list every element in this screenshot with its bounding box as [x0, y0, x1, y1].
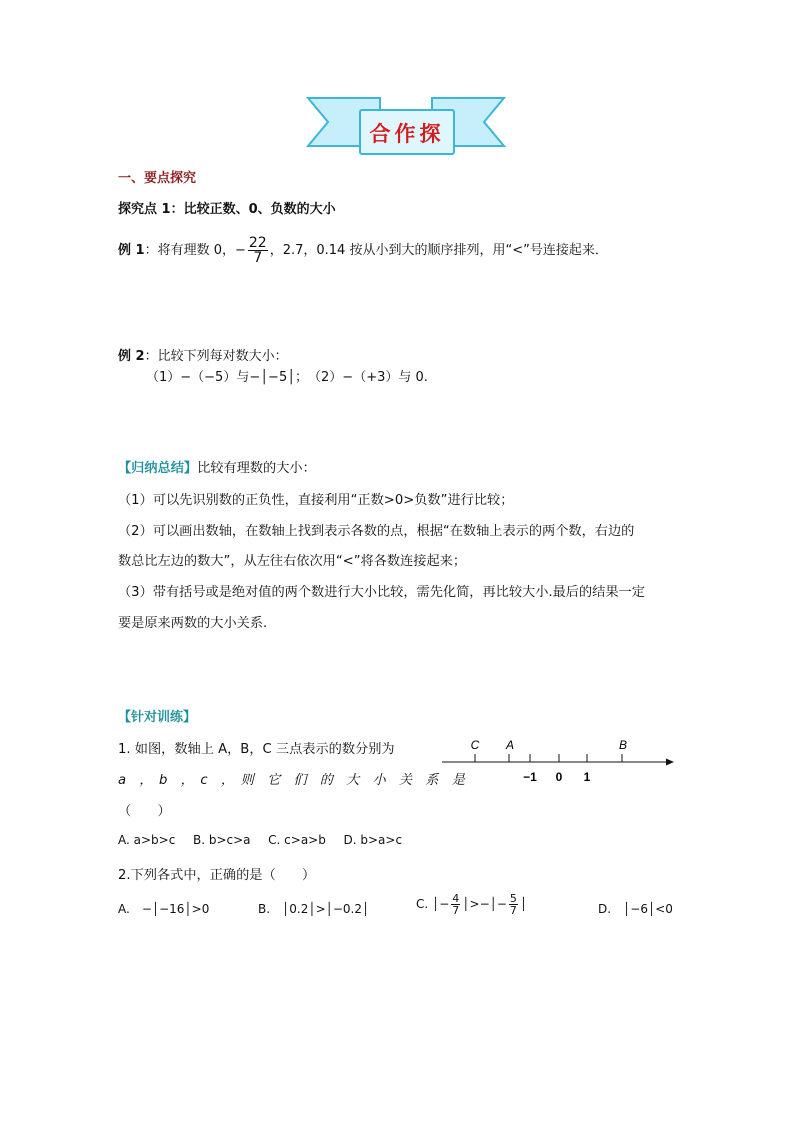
point-heading: 探究点 1：比较正数、0、负数的大小	[118, 202, 336, 217]
q2-option-a: A. −│−16│>0	[118, 902, 210, 916]
point-label-c: C	[470, 738, 480, 752]
number-line	[440, 736, 676, 786]
q1-options	[118, 833, 402, 847]
fraction-denominator: 7	[509, 904, 517, 917]
axis-arrow-icon	[666, 759, 674, 766]
q2-c-mid: │>−│−	[462, 897, 507, 911]
tick-label-minus-one: −1	[523, 770, 537, 784]
q1-option-d: D. b>a>c	[343, 833, 403, 847]
summary-p2-line1: （2）可以画出数轴，在数轴上找到表示各数的点，根据“在数轴上表示的两个数，右边的	[118, 524, 635, 539]
example-2-text: ：比较下列每对数大小：	[144, 349, 288, 364]
fraction-numerator: 4	[452, 892, 460, 905]
example-2	[118, 348, 288, 366]
q2-stem: 2.下列各式中，正确的是（ ）	[118, 868, 316, 883]
q2-option-b: B. │0.2│>│−0.2│	[258, 902, 370, 916]
example-2-sub: （1）−（−5）与−│−5│； （2）−（+3）与 0.	[146, 370, 428, 385]
summary-tag: 【归纳总结】	[118, 461, 198, 476]
section-heading: 一、要点探究	[118, 171, 197, 186]
q2-option-d: D. │−6│<0	[598, 902, 673, 916]
q1-option-c: C. c>a>b	[268, 833, 326, 847]
tick-label-one: 1	[583, 770, 591, 784]
q1-line3: （ ）	[118, 804, 171, 819]
example-1-text-after: ，2.7，0.14 按从小到大的顺序排列，用“<”号连接起来．	[269, 243, 608, 258]
q1-line1: 1. 如图，数轴上 A，B，C 三点表示的数分别为	[118, 742, 395, 757]
q2-c-post: │	[519, 897, 528, 911]
training-tag: 【针对训练】	[118, 710, 197, 725]
fraction-denominator: 7	[452, 904, 460, 917]
summary-p3-line1: （3）带有括号或是绝对值的两个数进行大小比较，需先化简，再比较大小.最后的结果一定	[118, 585, 645, 600]
summary-p3-line2: 要是原来两数的大小关系.	[118, 616, 268, 631]
example-2-label: 例 2	[118, 349, 145, 364]
fraction-denominator: 7	[253, 250, 263, 266]
q1-line2: a ， b ， c ， 则 它 们 的 大 小 关 系 是	[118, 773, 465, 788]
banner-title: 合作探	[369, 122, 445, 146]
fraction-5-7	[509, 893, 518, 916]
fraction-22-7	[248, 236, 268, 265]
tick-label-zero: 0	[555, 770, 563, 784]
point-label-a: A	[505, 738, 515, 752]
fraction-numerator: 22	[248, 235, 267, 251]
q2-c-pre: C. │−	[416, 897, 450, 911]
example-1-text-before: ：将有理数 0，−	[144, 243, 246, 258]
fraction-4-7	[451, 893, 460, 916]
example-1	[118, 236, 608, 265]
fraction-numerator: 5	[509, 892, 517, 905]
summary-p1: （1）可以先识别数的正负性，直接利用“正数>0>负数”进行比较；	[118, 493, 514, 508]
summary-title-line	[118, 457, 316, 476]
q2-option-c	[416, 893, 527, 916]
q1-option-b: B. b>c>a	[192, 833, 251, 847]
q1-option-a: A. a>b>c	[118, 833, 176, 847]
example-1-label: 例 1	[118, 243, 145, 258]
summary-title: 比较有理数的大小：	[197, 461, 316, 476]
summary-p2-line2: 数总比左边的数大”，从左往右依次用“<”将各数连接起来；	[118, 554, 467, 569]
point-label-b: B	[618, 738, 628, 752]
